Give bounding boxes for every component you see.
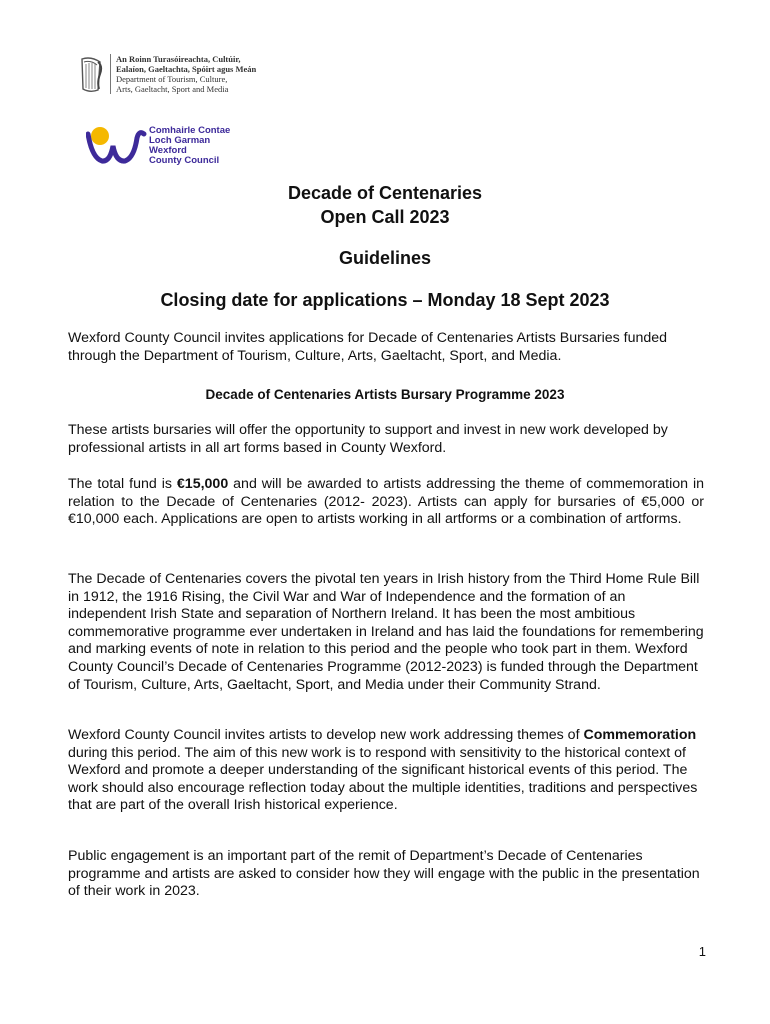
department-logo <box>78 54 278 98</box>
department-name-line: An Roinn Turasóireachta, Cultúir, <box>116 54 241 64</box>
department-name-line: Ealaíon, Gaeltachta, Spóirt agus Meán <box>116 64 257 74</box>
commemoration-term: Commemoration <box>583 727 697 743</box>
closing-date-heading: Closing date for applications – Monday 18 Sept 2023 <box>160 290 610 310</box>
programme-heading: Decade of Centenaries Artists Bursary Programme 2023 <box>205 387 565 402</box>
department-name <box>116 54 256 94</box>
logo-divider <box>110 54 111 94</box>
council-name-line: County Council <box>149 155 220 166</box>
council-logo <box>86 124 286 166</box>
fund-paragraph <box>68 476 704 529</box>
history-paragraph: The Decade of Centenaries covers the pivotal ten years in Irish history from the Third Home Rule Bill in 1912, the 1916 Rising, the Civil War and War of Independence and the formation of an independent Irish State and separation of Northern Ireland. It has been the most ambitious commemorative programme ever undertaken in Ireland and has laid the foundations for remembering and marking events of note in relation to this period and the people who took part in them. Wexford County Council’s Decade of Centenaries Programme (2012-2023) is funded through the Department of Tourism, Culture, Arts, Gaeltacht, Sport, and Media under their Community Strand. <box>68 571 704 693</box>
bursaries-paragraph: These artists bursaries will offer the opportunity to support and invest in new work developed by professional artists in all art forms based in County Wexford. <box>68 422 668 456</box>
invitation-text: during this period. The aim of this new work is to respond with sensitivity to the historical context of Wexford and promote a deeper understanding of the significant historical events of this period. The work should also encourage reflection today about the multiple identities, traditions and perspectives that are part of the overall Irish historical experience. <box>68 744 698 814</box>
intro-paragraph: Wexford County Council invites applications for Decade of Centenaries Artists Bursaries funded through the Department of Tourism, Culture, Arts, Gaeltacht, Sport, and Media. <box>68 330 668 364</box>
department-name-line: Arts, Gaeltacht, Sport and Media <box>116 84 229 94</box>
department-name-line: Department of Tourism, Culture, <box>116 74 228 84</box>
council-name-line: Comhairle Contae <box>149 125 231 136</box>
invitation-paragraph <box>68 727 704 815</box>
guidelines-heading: Guidelines <box>338 248 432 268</box>
fund-text: The total fund is <box>68 476 177 492</box>
document-title: Decade of Centenaries <box>287 183 483 203</box>
wexford-wave-sun-icon <box>86 124 148 166</box>
harp-emblem-icon <box>78 56 104 94</box>
invitation-text: Wexford County Council invites artists to develop new work addressing themes of <box>68 727 584 743</box>
engagement-paragraph: Public engagement is an important part of the remit of Department’s Decade of Centenaries programme and artists are asked to consider how they will engage with the public in the presentation of their work in 2023. <box>68 848 700 900</box>
council-name-line: Loch Garman <box>149 135 211 146</box>
document-subtitle: Open Call 2023 <box>320 207 450 227</box>
page-number: 1 <box>698 944 706 959</box>
fund-text: and will be awarded to artists addressing the theme of commemoration in relation to the Decade of Centenaries (2012- 2023). Artists can apply for bursaries of €5,000 or €10,000 each. Applications are open to artists working in all artforms or a combination of artforms. <box>68 476 704 528</box>
council-name-line: Wexford <box>149 145 187 156</box>
fund-amount: €15,000 <box>176 476 229 492</box>
council-name <box>149 126 230 166</box>
